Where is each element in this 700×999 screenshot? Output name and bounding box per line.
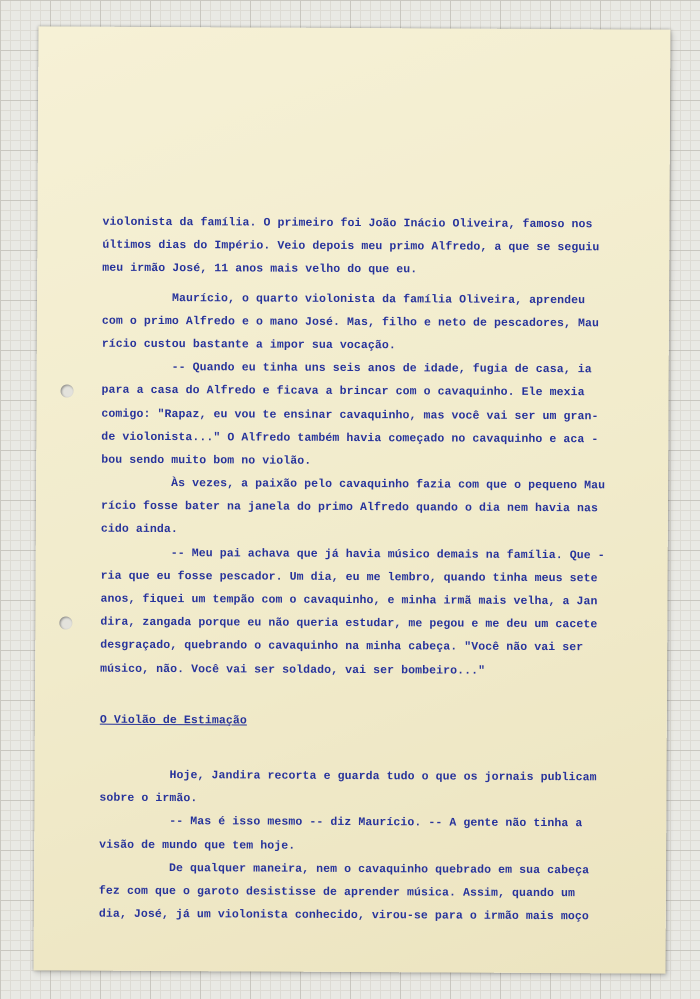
text-line: sobre o irmão. [99, 791, 198, 806]
paragraph [102, 286, 642, 358]
text-line: visão de mundo que tem hoje. [99, 838, 296, 853]
punch-hole [61, 384, 74, 397]
text-line: comigo: "Rapaz, eu vou te ensinar cavaquinho, mas você vai ser um gran- [101, 407, 599, 423]
text-line: anos, fiquei um tempão com o cavaquinho, e minha irmã mais velha, a Jan [100, 592, 598, 609]
text-line: músico, não. Você vai ser soldado, vai ser bombeiro..." [100, 662, 486, 678]
text-line: bou sendo muito bom no violão. [101, 453, 312, 468]
typewritten-text [99, 211, 643, 929]
text-line: Hoje, Jandira recorta e guarda tudo o que os jornais publicam [169, 768, 597, 785]
text-line: Às vezes, a paixão pelo cavaquinho fazia com que o pequeno Mau [171, 477, 606, 493]
text-line: dia, José, já um violonista conhecido, virou-se para o irmão mais moço [98, 907, 589, 924]
text-line: meu irmão José, 11 anos mais velho do que eu. [102, 262, 418, 277]
text-line: fez com que o garoto desistisse de aprender música. Assim, quando um [98, 884, 576, 901]
text-line: -- Mas é isso mesmo -- diz Maurício. -- A gente não tinha a [169, 815, 583, 831]
text-line: Maurício, o quarto violonista da família Oliveira, aprendeu [172, 291, 586, 307]
text-line: De qualquer maneira, nem o cavaquinho quebrado em sua cabeça [169, 861, 590, 877]
text-line: cido ainda. [100, 523, 178, 537]
text-line: para a casa do Alfredo e ficava a brincar com o cavaquinho. Ele mexia [101, 383, 585, 400]
paper-sheet [34, 26, 671, 973]
text-line: rício fosse bater na janela do primo Alfredo quando o dia nem havia nas [100, 499, 599, 516]
paragraph [101, 472, 641, 544]
text-line: ria que eu fosse pescador. Um dia, eu me lembro, quando tinha meus sete [100, 569, 598, 586]
text-line: dira, zangada porque eu não queria estudar, me pegou e me deu um cacete [100, 615, 598, 632]
text-line: rício custou bastante a impor sua vocação. [101, 337, 396, 353]
paragraph [102, 211, 642, 283]
section-heading: O Violão de Estimação [99, 713, 247, 728]
text-line: -- Quando eu tinha uns seis anos de idade, fugia de casa, ia [171, 361, 592, 377]
paragraph [101, 356, 642, 475]
paragraph [100, 541, 641, 683]
text-line: últimos dias do Império. Veio depois meu primo Alfredo, a que se seguiu [102, 238, 600, 255]
text-line: desgraçado, quebrando o cavaquinho na minha cabeça. "Você não vai ser [100, 639, 584, 655]
paragraph [99, 764, 639, 813]
punch-hole [59, 616, 72, 629]
text-line: com o primo Alfredo e o mano José. Mas, filho e neto de pescadores, Mau [101, 314, 600, 331]
paragraph [99, 810, 639, 859]
paragraph [99, 856, 639, 928]
text-line: violonista da família. O primeiro foi João Inácio Oliveira, famoso nos [102, 215, 593, 232]
text-line: -- Meu pai achava que já havia músico demais na família. Que - [170, 546, 605, 562]
text-line: de violonista..." O Alfredo também havia começado no cavaquinho e aca - [101, 430, 599, 446]
